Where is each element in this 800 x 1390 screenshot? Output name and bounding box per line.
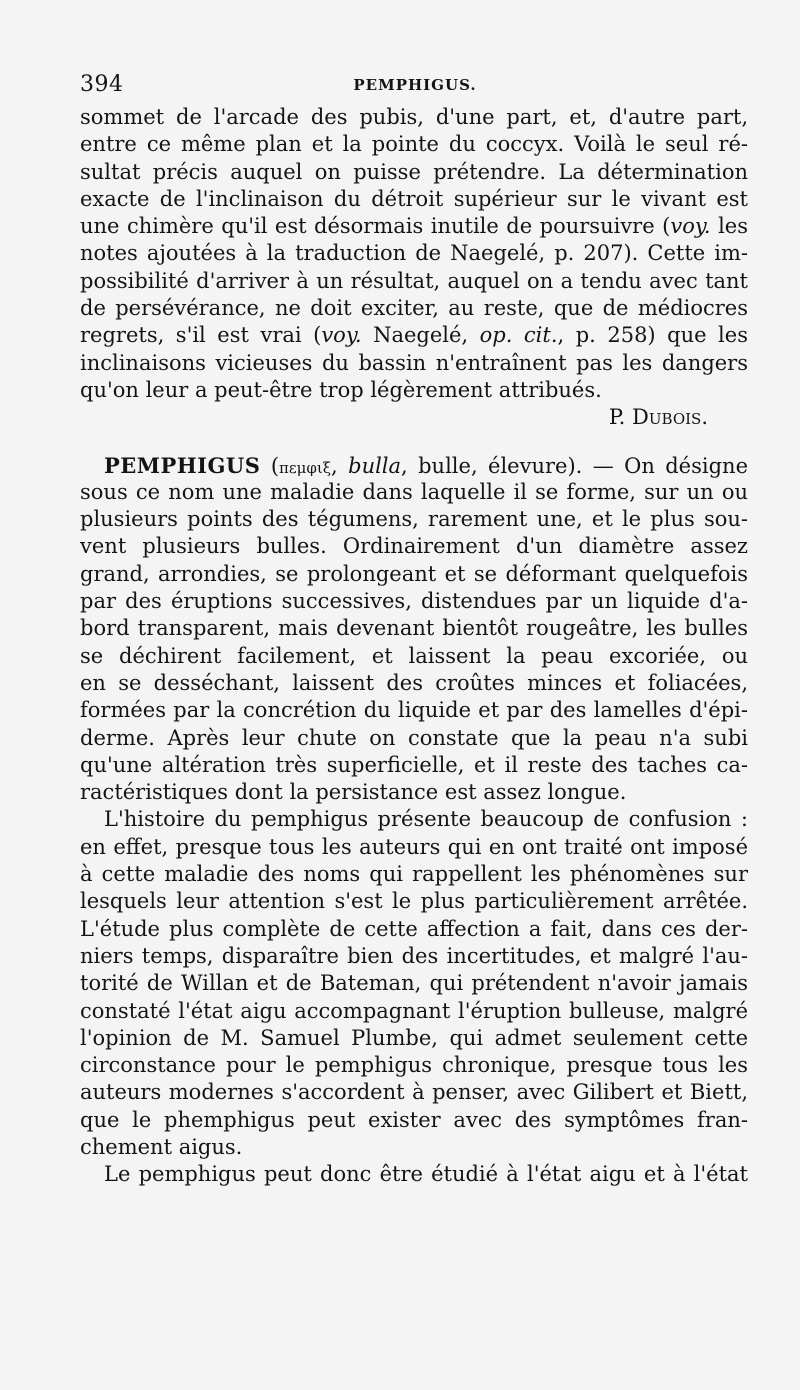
text-span: Naegelé, bbox=[361, 323, 480, 348]
text-span: , bulle, élevure). — On désigne bbox=[401, 453, 748, 478]
text-line: exacte de l'inclinaison du détroit supérieur sur le vivant est bbox=[80, 186, 748, 211]
text-line bbox=[80, 452, 748, 479]
text-line: sultat précis auquel on puisse prétendre. La détermination bbox=[80, 159, 748, 184]
section-gap bbox=[80, 432, 748, 452]
text-line: niers temps, disparaître bien des incertitudes, et malgré l'au- bbox=[80, 943, 748, 968]
text-line: qu'une altération très superficielle, et il reste des taches ca- bbox=[80, 752, 748, 777]
text-line: l'opinion de M. Samuel Plumbe, qui admet seulement cette bbox=[80, 1025, 748, 1050]
text-line: L'histoire du pemphigus présente beaucoup de confusion : bbox=[104, 807, 748, 832]
text-line: notes ajoutées à la traduction de Naegelé, p. 207). Cette im- bbox=[80, 241, 748, 266]
body-text bbox=[80, 104, 748, 1189]
page-number: 394 bbox=[80, 72, 124, 97]
text-line bbox=[80, 213, 748, 240]
text-line: grand, arrondies, se prolongeant et se déformant quelquefois bbox=[80, 561, 748, 586]
page-header bbox=[80, 70, 750, 106]
latin-etymology: bulla bbox=[348, 453, 402, 478]
text-line: inclinaisons vicieuses du bassin n'entraînent pas les dangers bbox=[80, 350, 748, 375]
text-line: qu'on leur a peut-être trop légèrement attribués. bbox=[80, 377, 602, 402]
text-span: les bbox=[710, 214, 748, 239]
text-line: L'étude plus complète de cette affection a fait, dans ces der- bbox=[80, 916, 748, 941]
text-line: de persévérance, ne doit exciter, au reste, que de médiocres bbox=[80, 296, 748, 321]
text-line: auteurs modernes s'accordent à penser, avec Gilibert et Biett, bbox=[80, 1080, 748, 1105]
text-line: derme. Après leur chute on constate que la peau n'a subi bbox=[80, 725, 748, 750]
text-line: torité de Willan et de Bateman, qui prétendent n'avoir jamais bbox=[80, 971, 748, 996]
text-span: , p. 258) que les bbox=[557, 323, 748, 348]
text-line: lesquels leur attention s'est le plus particulièrement arrêtée. bbox=[80, 889, 748, 914]
paragraph-study bbox=[80, 1161, 748, 1188]
text-span: une chimère qu'il est désormais inutile de poursuivre ( bbox=[80, 214, 671, 239]
text-line bbox=[80, 322, 748, 349]
text-line: sous ce nom une maladie dans laquelle il se forme, sur un ou bbox=[80, 479, 748, 504]
text-line: circonstance pour le pemphigus chronique, presque tous les bbox=[80, 1053, 748, 1078]
text-line: formées par la concrétion du liquide et par des lamelles d'épi- bbox=[80, 698, 748, 723]
running-title: PEMPHIGUS. bbox=[353, 76, 477, 94]
text-line: en se desséchant, laissent des croûtes minces et foliacées, bbox=[80, 670, 748, 695]
text-line: sommet de l'arcade des pubis, d'une part, et, d'autre part, bbox=[80, 105, 748, 129]
text-line: se déchirent facilement, et laissent la peau excoriée, ou bbox=[80, 643, 748, 668]
text-line: en effet, presque tous les auteurs qui en ont traité ont imposé bbox=[80, 834, 748, 859]
italic-abbrev: voy. bbox=[670, 214, 711, 239]
text-span: , bbox=[331, 453, 349, 478]
text-span: regrets, s'il est vrai ( bbox=[80, 323, 322, 348]
text-line: bord transparent, mais devenant bientôt rougeâtre, les bulles bbox=[80, 616, 748, 641]
text-line: ractéristiques dont la persistance est assez longue. bbox=[80, 780, 627, 805]
entry-pemphigus bbox=[80, 452, 748, 807]
text-span: ( bbox=[260, 453, 280, 478]
text-line: que le phemphigus peut exister avec des symptômes fran- bbox=[80, 1107, 748, 1132]
italic-abbrev: voy. bbox=[321, 323, 362, 348]
text-line: entre ce même plan et la pointe du coccyx. Voilà le seul ré- bbox=[80, 132, 748, 157]
paragraph-history bbox=[80, 806, 748, 1161]
text-line: chement aigus. bbox=[80, 1134, 243, 1159]
paragraph-continuation bbox=[80, 104, 748, 432]
text-line: plusieurs points des tégumens, rarement une, et le plus sou- bbox=[80, 507, 748, 532]
text-line: à cette maladie des noms qui rappellent les phénomènes sur bbox=[80, 862, 748, 887]
greek-etymology: πεμφιξ bbox=[279, 458, 332, 477]
author-signature: P. Dubois. bbox=[608, 405, 708, 430]
text-line: vent plusieurs bulles. Ordinairement d'un diamètre assez bbox=[80, 534, 748, 559]
entry-term: PEMPHIGUS bbox=[104, 452, 261, 478]
text-line: par des éruptions successives, distendues par un liquide d'a- bbox=[80, 589, 748, 614]
italic-abbrev: op. cit. bbox=[479, 323, 558, 348]
text-line: constaté l'état aigu accompagnant l'éruption bulleuse, malgré bbox=[80, 998, 748, 1023]
text-line: Le pemphigus peut donc être étudié à l'état aigu et à l'état bbox=[104, 1162, 748, 1187]
text-line: possibilité d'arriver à un résultat, auquel on a tendu avec tant bbox=[80, 268, 748, 293]
